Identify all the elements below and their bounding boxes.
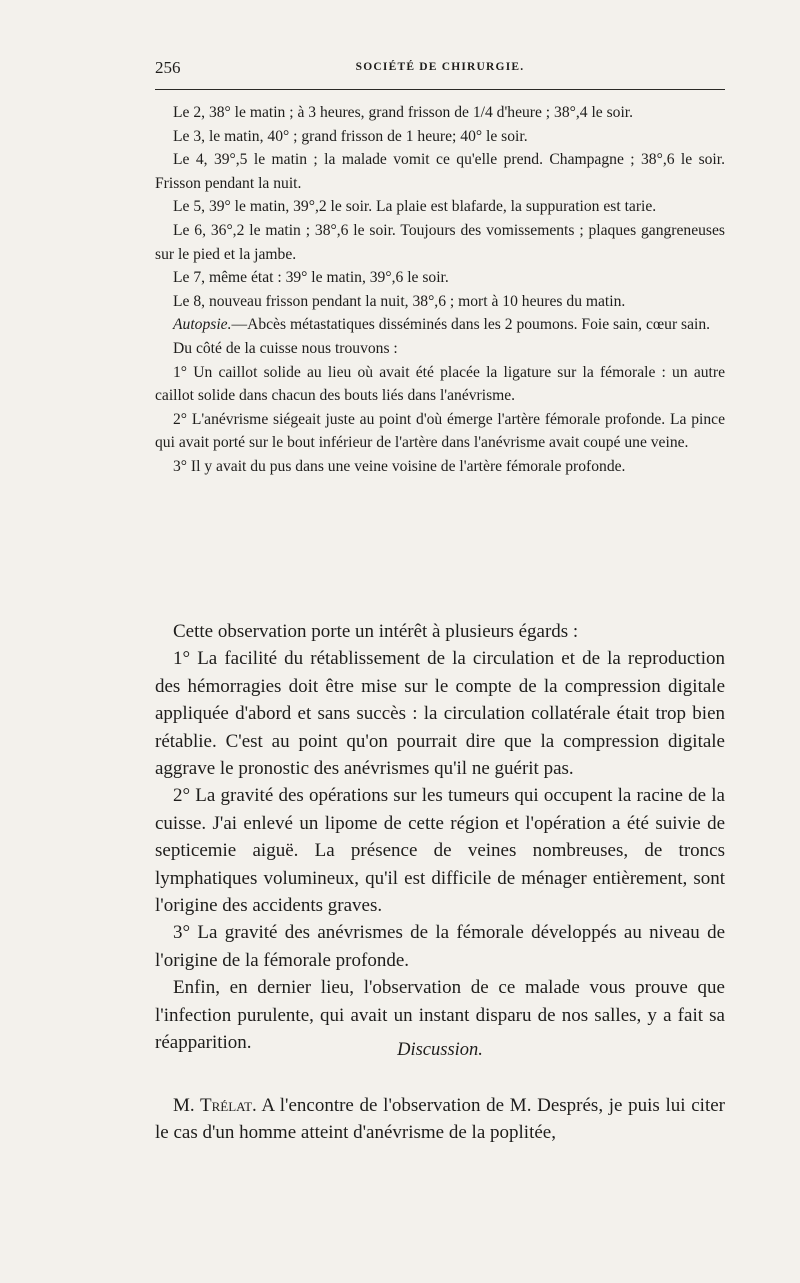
observation-line: Le 3, le matin, 40° ; grand frisson de 1 heure; 40° le soir. — [173, 127, 528, 145]
observation-line: Le 7, même état : 39° le matin, 39°,6 le soir. — [173, 269, 449, 287]
commentary-text — [155, 618, 725, 1057]
commentary-paragraph: 2° La gravité des opérations sur les tumeurs qui occupent la racine de la cuisse. J'ai enlevé un lipome de cette région et l'opération a été suivie de septicemie aiguë. La présence de veines nombreuses, de troncs lymphatiques volumineux, qu'il est difficile de ménager entièrement, sont l'origine des accidents graves. — [155, 785, 725, 917]
header-rule — [155, 89, 725, 90]
observation-line: Le 5, 39° le matin, 39°,2 le soir. La plaie est blafarde, la suppuration est tarie. — [173, 198, 657, 216]
autopsy-line: 1° Un caillot solide au lieu où avait été placée la ligature sur la fémorale : un autre caillot solide dans chacun des bouts liés dans l'anévrisme. — [155, 363, 725, 405]
commentary-paragraph: 1° La facilité du rétablissement de la circulation et de la reproduction des hémorragies doit être mise sur le compte de la compression digitale appliquée d'abord et sans succès : la circulation collatérale était trop bien rétablie. C'est au point qu'on pourrait dire que la compression digitale aggrave le pronostic des anévrismes qu'il ne guérit pas. — [155, 648, 725, 780]
commentary-paragraph: Cette observation porte un intérêt à plusieurs égards : — [173, 621, 579, 642]
commentary-paragraph: Enfin, en dernier lieu, l'observation de ce malade vous prouve que l'infection purulente, qui avait un instant disparu de nos salles, y a fait sa réapparition. — [155, 977, 725, 1054]
autopsy-line: Du côté de la cuisse nous trouvons : — [173, 339, 398, 357]
autopsy-text: —Abcès métastatiques disséminés dans les 2 poumons. Foie sain, cœur sain. — [231, 316, 711, 334]
autopsy-paragraph — [155, 313, 725, 337]
speaker-name: M. Trélat. — [173, 1095, 257, 1116]
commentary-paragraph: 3° La gravité des anévrismes de la fémorale développés au niveau de l'origine de la fémorale profonde. — [155, 922, 725, 971]
final-paragraph-text: A l'encontre de l'observation de M. Després, je puis lui citer le cas d'un homme atteint d'anévrisme de la poplitée, — [155, 1095, 725, 1144]
final-text — [155, 1092, 725, 1147]
observation-line: Le 6, 36°,2 le matin ; 38°,6 le soir. Toujours des vomissements ; plaques gangreneuses sur le pied et la jambe. — [155, 221, 725, 263]
autopsy-line: 3° Il y avait du pus dans une veine voisine de l'artère fémorale profonde. — [173, 457, 626, 475]
autopsy-label: Autopsie. — [173, 316, 232, 334]
observation-line: Le 2, 38° le matin ; à 3 heures, grand frisson de 1/4 d'heure ; 38°,4 le soir. — [173, 104, 634, 121]
observation-text — [155, 101, 725, 479]
discussion-heading: Discussion. — [397, 1040, 483, 1060]
autopsy-line: 2° L'anévrisme siégeait juste au point d'où émerge l'artère fémorale profonde. La pince qui avait porté sur le bout inférieur de l'artère dans l'anévrisme avait coupé une veine. — [155, 410, 725, 452]
running-title: SOCIÉTÉ DE CHIRURGIE. — [355, 61, 525, 73]
page-number: 256 — [155, 58, 181, 77]
page-header — [155, 58, 725, 80]
observation-line: Le 8, nouveau frisson pendant la nuit, 38°,6 ; mort à 10 heures du matin. — [173, 292, 626, 310]
observation-line: Le 4, 39°,5 le matin ; la malade vomit ce qu'elle prend. Champagne ; 38°,6 le soir. Frisson pendant la nuit. — [155, 151, 725, 192]
final-paragraph — [155, 1092, 725, 1147]
